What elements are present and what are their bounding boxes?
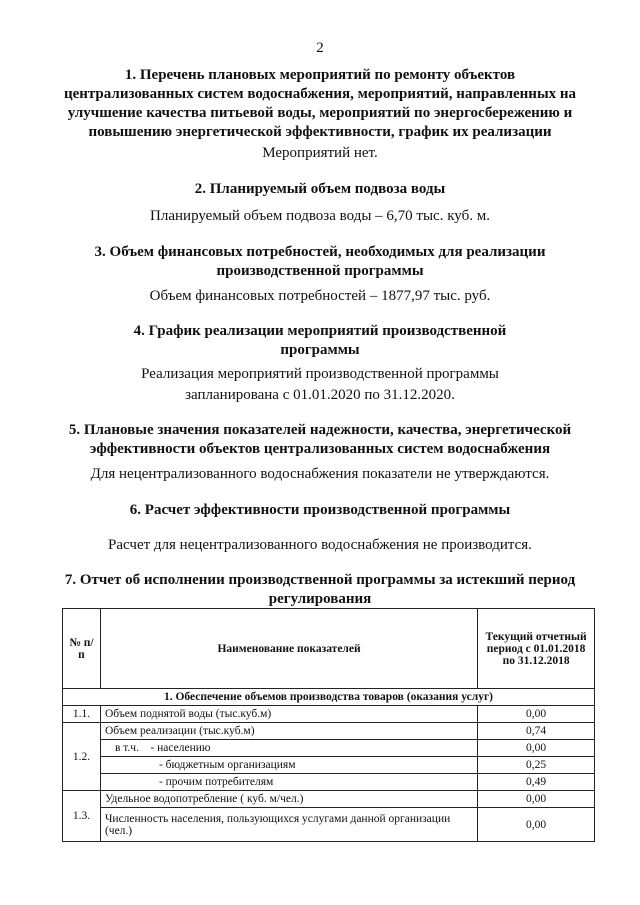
- table-header-row: [63, 609, 595, 689]
- heading-line: повышению энергетической эффективности, график их реализации: [88, 124, 552, 140]
- heading-line: 5. Плановые значения показателей надежности, качества, энергетической: [68, 422, 572, 438]
- table-row: [63, 774, 595, 791]
- row-name-cell: Объем поднятой воды (тыс.куб.м): [100, 706, 477, 723]
- row-value-cell: 0,00: [478, 740, 595, 757]
- row-name-cell: [100, 740, 477, 757]
- heading-line: регулирования: [268, 591, 372, 607]
- table-row: [63, 706, 595, 723]
- section-6-text: Расчет для нецентрализованного водоснабжения не производится.: [108, 537, 532, 553]
- row-name-cell: Объем реализации (тыс.куб.м): [100, 723, 477, 740]
- text-line: Реализация мероприятий производственной программы: [141, 366, 499, 382]
- heading-line: 1. Перечень плановых мероприятий по ремонту объектов: [124, 67, 516, 83]
- heading-line: программы: [280, 342, 360, 358]
- section-3-text: Объем финансовых потребностей – 1877,97 тыс. руб.: [149, 288, 491, 304]
- row-value-cell: 0,49: [478, 774, 595, 791]
- section-5-heading: [20, 421, 620, 459]
- table-row: [63, 723, 595, 740]
- heading-line: централизованных систем водоснабжения, мероприятий, направленных на: [63, 86, 577, 102]
- heading-line: производственной программы: [216, 263, 424, 279]
- page-number: 2: [316, 40, 324, 56]
- section-4-text: [0, 364, 640, 406]
- row-subname: - населению: [150, 742, 211, 754]
- table-row: [63, 791, 595, 808]
- text-line: запланирована с 01.01.2020 по 31.12.2020.: [185, 387, 455, 403]
- heading-line: 3. Объем финансовых потребностей, необходимых для реализации: [94, 244, 546, 260]
- row-prefix: в т.ч.: [114, 742, 139, 754]
- row-name-cell: - прочим потребителям: [100, 774, 477, 791]
- row-name-cell: - бюджетным организациям: [100, 757, 477, 774]
- table-row: [63, 740, 595, 757]
- row-value-cell: 0,74: [478, 723, 595, 740]
- heading-line: 7. Отчет об исполнении производственной программы за истекший период: [64, 572, 576, 588]
- heading-line: эффективности объектов централизованных систем водоснабжения: [89, 441, 551, 457]
- section-1-heading: [40, 66, 600, 142]
- row-value-cell: 0,00: [478, 808, 595, 842]
- row-value-cell: 0,00: [478, 791, 595, 808]
- table-row: [63, 757, 595, 774]
- table-row: [63, 808, 595, 842]
- row-value-cell: 0,25: [478, 757, 595, 774]
- col-name-header: Наименование показателей: [100, 609, 477, 689]
- section-7-heading: [20, 571, 620, 609]
- row-value-cell: 0,00: [478, 706, 595, 723]
- section-6-heading: 6. Расчет эффективности производственной программы: [129, 502, 511, 518]
- row-name-cell: Численность населения, пользующихся услугами данной организации (чел.): [100, 808, 477, 842]
- report-table: [62, 608, 595, 842]
- section-2-heading: 2. Планируемый объем подвоза воды: [194, 181, 446, 197]
- section-1-text: Мероприятий нет.: [262, 145, 378, 161]
- row-num-cell: 1.3.: [63, 791, 101, 842]
- section-5-text: Для нецентрализованного водоснабжения показатели не утверждаются.: [90, 466, 550, 482]
- table-section-row: [63, 689, 595, 706]
- col-num-header: № п/п: [63, 609, 101, 689]
- col-period-header: Текущий отчетный период с 01.01.2018 по 31.12.2018: [478, 609, 595, 689]
- section-4-heading: [0, 322, 640, 360]
- section-3-heading: [0, 243, 640, 281]
- section-2-text: Планируемый объем подвоза воды – 6,70 тыс. куб. м.: [150, 208, 490, 224]
- row-num-cell: 1.1.: [63, 706, 101, 723]
- heading-line: 4. График реализации мероприятий производственной: [133, 323, 507, 339]
- heading-line: улучшение качества питьевой воды, мероприятий по энергосбережению и: [67, 105, 573, 121]
- scan-top-edge: [60, 0, 600, 2]
- section-title-cell: 1. Обеспечение объемов производства товаров (оказания услуг): [63, 689, 595, 706]
- row-name-cell: Удельное водопотребление ( куб. м/чел.): [100, 791, 477, 808]
- row-num-cell: 1.2.: [63, 723, 101, 791]
